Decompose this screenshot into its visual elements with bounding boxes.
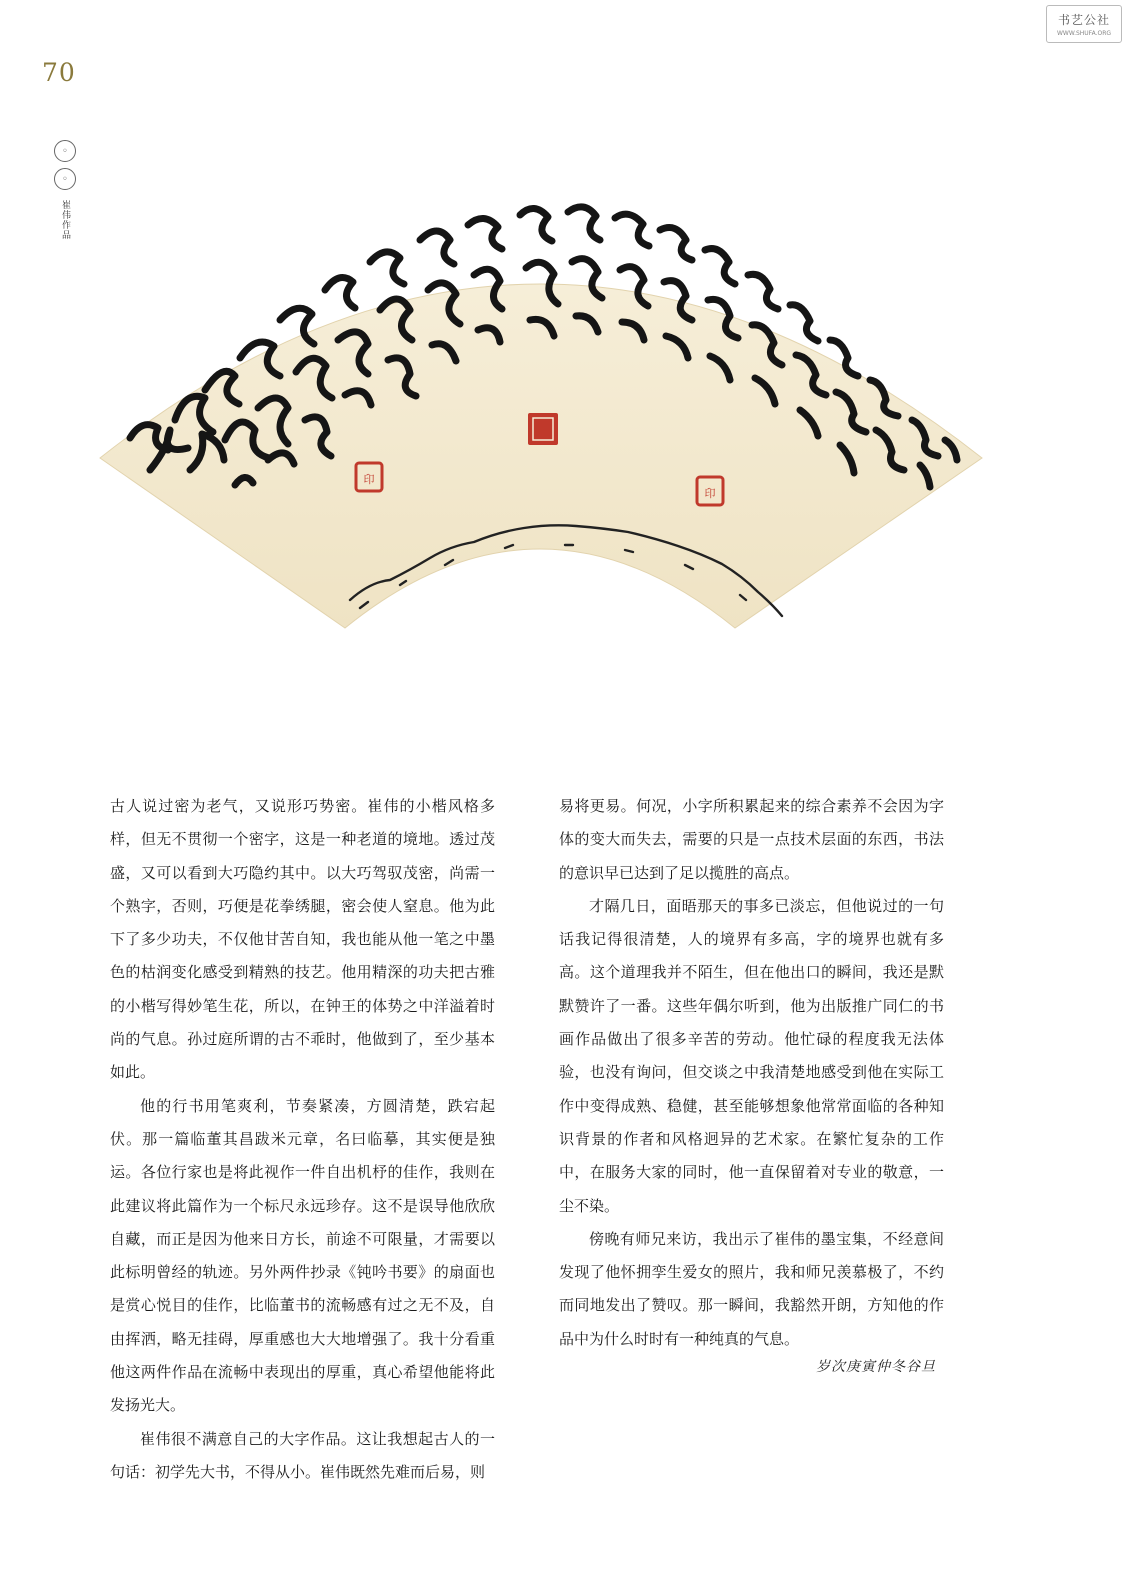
fan-svg [0, 0, 1128, 700]
svg-text:印: 印 [704, 487, 716, 500]
page-number: 70 [42, 58, 76, 87]
side-label: 崔伟作品 [60, 200, 70, 240]
date-signature: 岁次庚寅仲冬谷旦 [816, 1359, 936, 1375]
watermark-url: WWW.SHUFA.ORG [1056, 30, 1112, 37]
calligraphy-fan-artwork [0, 0, 1128, 700]
paragraph: 崔伟很不满意自己的大字作品。这让我想起古人的一句话：初学先大书，不得从小。崔伟既然先难而后易，则 [110, 1429, 495, 1481]
circle-ornament-icon: ◦ [54, 168, 76, 190]
svg-text:印: 印 [363, 473, 375, 486]
paragraph: 他的行书用笔爽利，节奏紧凑，方圆清楚，跌宕起伏。那一篇临董其昌跋米元章，名曰临摹，其实便是独运。各位行家也是将此视作一件自出机杼的佳作，我则在此建议将此篇作为一个标尺永远珍存。这不是误导他欣欣自藏，而正是因为他来日方长，前途不可限量，才需要以此标明曾经的轨迹。另外两件抄录《钝吟书要》的扇面也是赏心悦目的佳作，比临董书的流畅感有过之无不及，自由挥洒，略无挂碍，厚重感也大大地增强了。我十分看重他这两件作品在流畅中表现出的厚重，真心希望他能将此发扬光大。 [110, 1096, 495, 1415]
article-right-column [559, 790, 944, 1356]
article-left-column [110, 790, 495, 1489]
paragraph: 傍晚有师兄来访，我出示了崔伟的墨宝集，不经意间发现了他怀拥孪生爱女的照片，我和师兄羡慕极了，不约而同地发出了赞叹。那一瞬间，我豁然开朗，方知他的作品中为什么时时有一种纯真的气息。 [559, 1229, 944, 1348]
paragraph: 易将更易。何况，小字所积累起来的综合素养不会因为字体的变大而失去，需要的只是一点技术层面的东西，书法的意识早已达到了足以揽胜的高点。 [559, 797, 944, 882]
paragraph: 才隔几日，面晤那天的事多已淡忘，但他说过的一句话我记得很清楚，人的境界有多高，字的境界也就有多高。这个道理我并不陌生，但在他出口的瞬间，我还是默默赞许了一番。这些年偶尔听到，他为出版推广同仁的书画作品做出了很多辛苦的劳动。他忙碌的程度我无法体验，也没有询问，但交谈之中我清楚地感受到他在实际工作中变得成熟、稳健，甚至能够想象他常常面临的各种知识背景的作者和风格迥异的艺术家。在繁忙复杂的工作中，在服务大家的同时，他一直保留着对专业的敬意，一尘不染。 [559, 896, 944, 1215]
paragraph: 古人说过密为老气，又说形巧势密。崔伟的小楷风格多样，但无不贯彻一个密字，这是一种老道的境地。透过茂盛，又可以看到大巧隐约其中。以大巧驾驭茂密，尚需一个熟字，否则，巧便是花拳绣腿，密会使人窒息。他为此下了多少功夫，不仅他甘苦自知，我也能从他一笔之中墨色的枯润变化感受到精熟的技艺。他用精深的功夫把古雅的小楷写得妙笔生花，所以，在钟王的体势之中洋溢着时尚的气息。孙过庭所谓的古不乖时，他做到了，至少基本如此。 [110, 797, 495, 1082]
watermark-title: 书艺公社 [1057, 13, 1110, 27]
circle-ornament-icon: ◦ [54, 140, 76, 162]
